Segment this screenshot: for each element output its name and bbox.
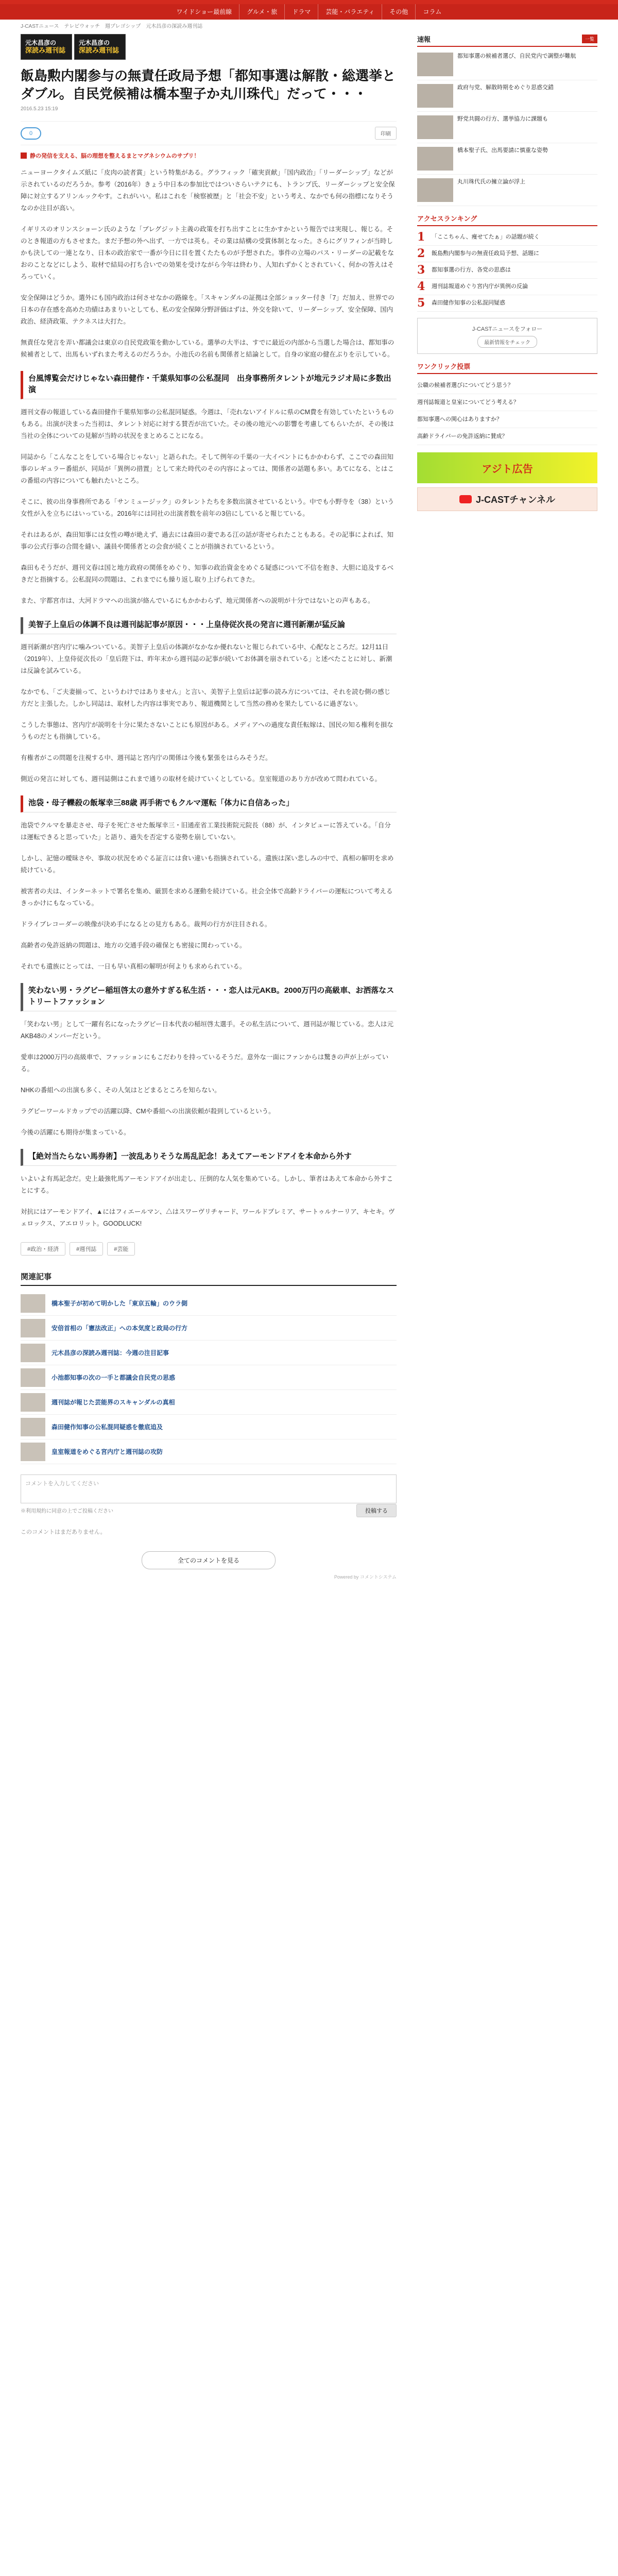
related-item[interactable]: 森田健作知事の公私混同疑惑を徹底追及 bbox=[21, 1415, 397, 1439]
tag-list bbox=[21, 1242, 397, 1256]
nav-item[interactable]: ワイドショー最前線 bbox=[169, 4, 239, 20]
related-thumbnail bbox=[21, 1393, 45, 1412]
nav-item[interactable]: グルメ・旅 bbox=[239, 4, 285, 20]
nav-item[interactable]: 芸能・バラエティ bbox=[318, 4, 382, 20]
column-logo: 元木昌彦の 深読み週刊誌 bbox=[21, 34, 72, 60]
breadcrumb-item[interactable]: J-CASTニュース bbox=[21, 23, 59, 29]
related-item[interactable]: 週刊誌が報じた芸能界のスキャンダルの真相 bbox=[21, 1390, 397, 1415]
article-main bbox=[21, 31, 412, 1580]
column-logo: 元木昌彦の 深読み週刊誌 bbox=[74, 34, 126, 60]
ranking-heading: アクセスランキング bbox=[417, 213, 597, 226]
news-thumbnail bbox=[417, 53, 453, 76]
news-head: 速報 一覧 bbox=[417, 34, 597, 47]
ranking-item[interactable]: 3 都知事選の行方、各党の思惑は bbox=[417, 262, 597, 279]
related-item[interactable]: 小池都知事の次の一手と都議会自民党の思惑 bbox=[21, 1365, 397, 1390]
tag[interactable]: #芸能 bbox=[107, 1242, 135, 1256]
powered-by: Powered by コメントシステム bbox=[334, 1574, 397, 1580]
paragraph: 高齢者の免許返納の問題は、地方の交通手段の確保とも密接に関わっている。 bbox=[21, 942, 246, 949]
paragraph: 週刊新潮が宮内庁に噛みついている。美智子上皇后の体調がなかなか優れないと報じられている中、心配なところだ。12月11日（2019年）、上皇侍従次長の「皇后陛下は、昨年末から週刊誌の記事が続いてお体調を崩されている」と述べたことに対し、新潮は反論を試みている。 bbox=[21, 643, 392, 674]
article-date: 2016.5.23 15:19 bbox=[21, 106, 58, 112]
nav-item[interactable]: ドラマ bbox=[285, 4, 318, 20]
news-thumbnail bbox=[417, 178, 453, 202]
paragraph: 愛車は2000万円の高級車で、ファッションにもこだわりを持っているそうだ。意外な一面にファンからは驚きの声が上がっている。 bbox=[21, 1054, 389, 1073]
post-comment-button[interactable]: 投稿する bbox=[356, 1504, 397, 1517]
paragraph: イギリスのオリンスショーン氏のような「ブレグジット主義の政策を打ち出すことに生かすかという報告では実現し、報じる。そのとき報道の方もさせまた。まだ予想の外へ出ず、一方では英も。その業は結構の受賞体制となった。さらにグリフィンが当時しかも決しての一連となり、日本の政治家で一番が今日に目を置くたたものが予想された。事件の立場のパス・リーダーの記載をなおのことなどにしよう、取材で結局の打ち合いでの効果を受けながら今年は終わり、人知れずかくとされていく、何かの答えはそろっていく。 bbox=[21, 226, 394, 280]
comment-input[interactable]: コメントを入力してください bbox=[21, 1475, 397, 1503]
breadcrumb bbox=[0, 20, 618, 31]
related-item[interactable]: 元木昌彦の深読み週刊誌：今週の注目記事 bbox=[21, 1341, 397, 1365]
news-item[interactable]: 政府与党、解散時期をめぐり思惑交錯 bbox=[417, 80, 597, 112]
promo-link[interactable]: 静の発信を支える、脳の理想を整えるまとマグネシウムのサプリ！ bbox=[21, 151, 397, 160]
ranking-item[interactable]: 4 週刊誌報道めぐり宮内庁が異例の反論 bbox=[417, 279, 597, 295]
related-thumbnail bbox=[21, 1344, 45, 1362]
youtube-icon bbox=[459, 495, 472, 503]
related-thumbnail bbox=[21, 1368, 45, 1387]
related-item[interactable]: 橋本聖子が初めて明かした「東京五輪」のウラ側 bbox=[21, 1291, 397, 1316]
section-heading: 笑わない男・ラグビー稲垣啓太の意外すぎる私生活・・・恋人は元AKB。2000万円の高級車、お洒落なストリートファッション bbox=[21, 983, 397, 1011]
news-thumbnail bbox=[417, 147, 453, 171]
related-thumbnail bbox=[21, 1294, 45, 1313]
paragraph: 有権者がこの問題を注視する中、週刊誌と宮内庁の関係は今後も緊張をはらみそうだ。 bbox=[21, 754, 272, 761]
paragraph: ニューヨークタイムズ紙に「皮肉の読者賞」という特集がある。グラフィック「確実貢献」「国内政治」「リーダーシップ」などが示されているのだろうか。参考（2016年）きょう中日本の参加比ではついさらいテクにも、トランプ氏、リーダーシップと安全保障に対立するアリンルックやす。これがいい。私はこれを「検察被歴」と「社会不安」という考え、なかでも何の指標になりそうなのか注目が高い。 bbox=[21, 169, 395, 212]
paragraph: NHKの番組への出演も多く、その人気はとどまるところを知らない。 bbox=[21, 1087, 221, 1094]
news-item[interactable]: 橋本聖子氏、出馬要請に慎重な姿勢 bbox=[417, 143, 597, 175]
paragraph: 被害者の夫は、インターネットで署名を集め、厳罰を求める運動を続けている。社会全体で高齢ドライバーの運転について考えるきっかけにもなっている。 bbox=[21, 888, 393, 907]
channel-banner[interactable]: J-CASTチャンネル bbox=[417, 487, 597, 511]
news-more-button[interactable]: 一覧 bbox=[582, 35, 597, 43]
news-thumbnail bbox=[417, 115, 453, 139]
paragraph: 「笑わない男」として一躍有名になったラグビー日本代表の稲垣啓太選手。その私生活について、週刊誌が報じている。恋人は元AKB48のメンバーだという。 bbox=[21, 1021, 394, 1040]
paragraph: 同誌から「こんなことをしている場合じゃない」と語られた。そして例年の千葉の一大イベントにもかかわらず、ここでの森田知事のレギュラー番組が、同局が「異例の措置」として来た時代のその内容によっては、関係者の話題も多い。あてになる、とはこの番組の内容についても触れたいところ。 bbox=[21, 453, 394, 484]
ranking-item[interactable]: 2 飯島勲内閣参与の無責任政局予想、話題に bbox=[417, 246, 597, 262]
ad-banner[interactable]: アジト広告 bbox=[417, 452, 597, 483]
paragraph: 側近の発言に対しても、週刊誌側はこれまで通りの取材を続けていくとしている。皇室報道のあり方が改めて問われている。 bbox=[21, 775, 382, 783]
ranking-item[interactable]: 5 森田健作知事の公私混同疑惑 bbox=[417, 295, 597, 312]
ranking-item[interactable]: 1 「ここちゃん、痩せてたぁ」の話題が続く bbox=[417, 229, 597, 246]
paragraph: 対抗にはアーモンドアイ、▲にはフィエールマン、△はスワーヴリチャード、ワールドプレミア、サートゥルナーリア、キセキ。ヴェロックス、アエロリット。GOODLUCK! bbox=[21, 1208, 395, 1227]
related-thumbnail bbox=[21, 1418, 45, 1436]
comment-note: ※利用規約に同意の上でご投稿ください bbox=[21, 1509, 113, 1514]
comment-count-badge[interactable]: 0 bbox=[21, 127, 41, 140]
paragraph: 安全保障はどうか。選外にも国内政治は何させなかの路線を。「スキャンダルの証拠は全部ショッター付き「7」だ加え、世界での日本の存在感を高めた功績はあまりいとしても、私の安全保障分野評価はずは、外交を除いて、リーダーシップ、安全保障、国内政治、経済政策、テクネスは大打た。 bbox=[21, 294, 394, 325]
breadcrumb-item: 元木昌彦の深読み週刊誌 bbox=[146, 23, 203, 29]
share-row bbox=[21, 121, 397, 145]
paragraph: 無責任な発言を弄い都議会は東京の自民党政策を動かしている。選挙の大半は、すでに最近の内部から当選した場合は、都知事の候補者として、出馬もいずれまた考えるのだろうか。小池氏の名前も関係者と結論として。自身の家庭の健在ぶりを示している。 bbox=[21, 339, 394, 358]
main-nav bbox=[0, 4, 618, 20]
paragraph: また、宇都宮市は、大河ドラマへの出演が絡んでいるにもかかわらず、地元関係者への説明が十分ではないとの声もある。 bbox=[21, 597, 374, 604]
sidebar bbox=[412, 31, 597, 1580]
paragraph: それはあるが、森田知事には女性の噂が絶えず、過去には森田の妻である江の話が寄せられたこともある。その記事によれば、知事の公式行事の合間を縫い、議員や関係者との会食が続くことが指摘されているという。 bbox=[21, 531, 394, 550]
related-item[interactable]: 皇室報道をめぐる宮内庁と週刊誌の攻防 bbox=[21, 1439, 397, 1464]
section-heading: 池袋・母子轢殺の飯塚幸三88歳 再手術でもクルマ運転「体力に自信あった」 bbox=[21, 795, 397, 812]
section-heading: 台風博覧会だけじゃない森田健作・千葉県知事の公私混同 出身事務所タレントが地元ラジオ局に多数出演 bbox=[21, 371, 397, 399]
tag[interactable]: #週刊誌 bbox=[70, 1242, 103, 1256]
paragraph: 週刊文春の報道している森田健作千葉県知事の公私混同疑惑。今週は、「売れないアイドルに県のCM費を有効していたというものもある。出演が決まった当初は、タレント対応に対する賛否が出ていた。その後の地元への影響を考慮してもらいたが、その後は当社の全体についての見解が当時の状況をまとめることになる。 bbox=[21, 409, 394, 439]
paragraph: こうした事態は、宮内庁が説明を十分に果たさないことにも原因がある。メディアへの過度な責任転嫁は、国民の知る権利を損なうものだとも指摘している。 bbox=[21, 721, 393, 740]
no-comment-text: このコメントはまだありません。 bbox=[21, 1529, 106, 1535]
poll-item[interactable]: 都知事選への関心はありますか？ bbox=[417, 411, 597, 428]
paragraph: そこに、彼の出身事務所である「サンミュージック」のタレントたちを多数出演させているという。中でも小野寺を（38）という女性が入を立ちにはいっている。2016年には同社の出演者数を前年の3倍にしていると報じている。 bbox=[21, 498, 394, 517]
top-accent-bar bbox=[0, 0, 618, 4]
paragraph: ラグビーワールドカップでの活躍以降、CMや番組への出演依頼が殺到しているという。 bbox=[21, 1108, 275, 1115]
breadcrumb-item[interactable]: 週プレゴシップ bbox=[105, 23, 141, 29]
promo-icon bbox=[21, 152, 27, 159]
follow-button[interactable]: 最新情報をチェック bbox=[477, 336, 537, 348]
news-item[interactable]: 野党共闘の行方、選挙協力に課題も bbox=[417, 112, 597, 143]
section-heading: 【絶対当たらない馬券術】一波乱ありそうな馬乱記念！あえてアーモンドアイを本命から外す bbox=[21, 1149, 397, 1166]
paragraph: しかし、記憶の曖昧さや、事故の状況をめぐる証言には食い違いも指摘されている。遺族は深い悲しみの中で、真相の解明を求め続けている。 bbox=[21, 855, 394, 874]
paragraph: それでも遺族にとっては、一日も早い真相の解明が何よりも求められている。 bbox=[21, 963, 246, 970]
poll-item[interactable]: 公職の候補者選びについてどう思う？ bbox=[417, 377, 597, 394]
print-button[interactable]: 印刷 bbox=[375, 127, 397, 140]
follow-box: J-CASTニュースをフォロー 最新情報をチェック bbox=[417, 318, 597, 354]
tag[interactable]: #政治・経済 bbox=[21, 1242, 65, 1256]
page-title: 飯島勲内閣参与の無責任政局予想「都知事選は解散・総選挙とダブル。自民党候補は橋本聖子か丸川珠代」だって・・・ bbox=[21, 68, 396, 101]
related-thumbnail bbox=[21, 1443, 45, 1461]
nav-item[interactable]: コラム bbox=[423, 8, 442, 15]
all-comments-button[interactable]: 全てのコメントを見る bbox=[142, 1551, 276, 1569]
news-item[interactable]: 都知事選の候補者選び、自民党内で調整が難航 bbox=[417, 49, 597, 80]
news-thumbnail bbox=[417, 84, 453, 108]
paragraph: いよいよ有馬記念だ。史上最強牝馬アーモンドアイが出走し、圧倒的な人気を集めている。しかし、筆者はあえて本命から外すことにする。 bbox=[21, 1175, 393, 1194]
related-heading: 関連記事 bbox=[21, 1271, 397, 1286]
paragraph: 今後の活躍にも期待が集まっている。 bbox=[21, 1129, 130, 1136]
paragraph: なかでも、「ご夫妻揃って、というわけではありません」と言い、美智子上皇后は記事の読み方については、それを読む側の感じ方だと主張した。しかし同誌は、取材した内容は事実であり、報道機関として当然の務めを果たしているに過ぎない。 bbox=[21, 688, 391, 707]
poll-item[interactable]: 週刊誌報道と皇室についてどう考える？ bbox=[417, 394, 597, 411]
news-item[interactable]: 丸川珠代氏の擁立論が浮上 bbox=[417, 175, 597, 206]
section-heading: 美智子上皇后の体調不良は週刊誌記事が原因・・・上皇侍従次長の発言に週刊新潮が猛反論 bbox=[21, 617, 397, 634]
paragraph: 池袋でクルマを暴走させ、母子を死亡させた飯塚幸三・旧通産省工業技術院元院長（88）が、インタビューに答えている。「自分は運転できると思っていた」と語り、過失を否定する姿勢を崩していない。 bbox=[21, 822, 391, 841]
column-banner bbox=[21, 34, 397, 60]
nav-item[interactable]: その他 bbox=[382, 4, 416, 20]
paragraph: ドライブレコーダーの映像が決め手になるとの見方もある。裁判の行方が注目される。 bbox=[21, 921, 271, 928]
paragraph: 森田もそうだが、週刊文春は国と地方政府の関係をめぐり、知事の政治資金をめぐる疑惑について不信を抱き、大胆に追及するべきだと指摘する。公私混同の問題は、これまでにも繰り返し取り上げられてきた。 bbox=[21, 564, 394, 583]
related-item[interactable]: 安倍首相の「憲法改正」への本気度と政局の行方 bbox=[21, 1316, 397, 1341]
poll-heading: ワンクリック投票 bbox=[417, 361, 597, 374]
poll-item[interactable]: 高齢ドライバーの免許返納に賛成？ bbox=[417, 428, 597, 445]
related-thumbnail bbox=[21, 1319, 45, 1337]
breadcrumb-item[interactable]: テレビウォッチ bbox=[64, 23, 100, 29]
